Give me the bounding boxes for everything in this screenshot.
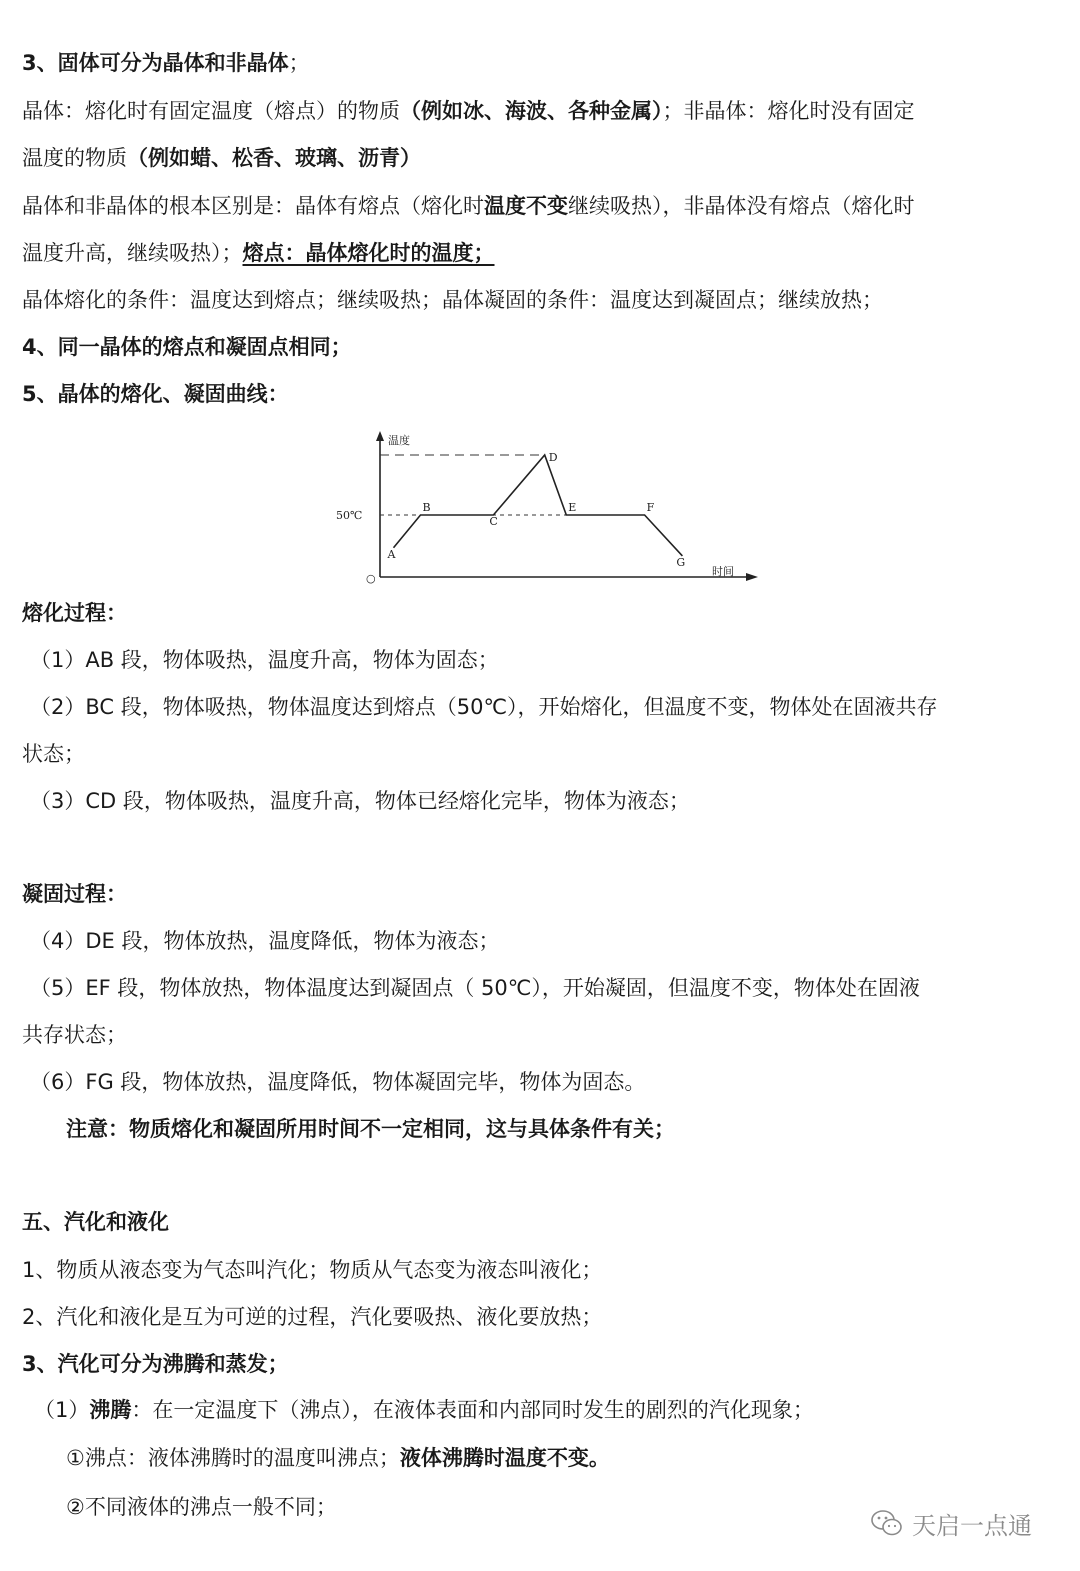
point-4-text: 4、同一晶体的熔点和凝固点相同；	[22, 335, 352, 359]
noncrystal-definition-end: 温度的物质	[22, 146, 127, 170]
point-5-text: 5、晶体的熔化、凝固曲线：	[22, 382, 289, 406]
melting-item-1: （1）AB 段，物体吸热，温度升高，物体为固态；	[30, 648, 499, 672]
melting-curve-chart	[330, 425, 770, 595]
melting-title	[22, 598, 1070, 628]
boiling-point-emphasis: 液体沸腾时温度不变。	[399, 1446, 610, 1470]
y-axis-arrow	[376, 431, 384, 441]
solidifying-item-5-cont: 共存状态；	[22, 1023, 127, 1047]
difference-line-2	[22, 238, 1070, 268]
difference-text-c: 继续吸热），非晶体没有熔点（熔化时	[568, 194, 915, 218]
point-3-text: 3、固体可分为晶体和非晶体	[22, 51, 289, 75]
point-3-heading	[22, 48, 1070, 78]
y-tick-label: 50℃	[336, 509, 363, 522]
section-5-line-3: 3、汽化可分为沸腾和蒸发；	[22, 1352, 289, 1376]
noncrystal-definition-start: ；非晶体：熔化时没有固定	[662, 99, 915, 123]
watermark	[870, 1503, 1032, 1543]
melting-point-definition: 熔点：晶体熔化时的温度；	[242, 241, 495, 265]
section-5-title: 五、汽化和液化	[22, 1210, 169, 1234]
noncrystal-examples: （例如蜡、松香、玻璃、沥青）	[127, 146, 421, 170]
boiling-number: （1）	[34, 1398, 90, 1422]
noncrystal-definition	[22, 143, 1070, 173]
note-line: 注意：物质熔化和凝固所用时间不一定相同，这与具体条件有关；	[66, 1117, 675, 1141]
chart-guides	[380, 455, 566, 515]
boiling-point-line	[66, 1443, 1070, 1473]
chart-series	[394, 455, 683, 556]
y-axis-label: 温度	[388, 434, 410, 447]
difference-text-d: 温度升高，继续吸热）；	[22, 241, 243, 265]
point-label-a: A	[387, 547, 396, 561]
boiling-term: 沸腾	[89, 1398, 132, 1422]
boiling-point-text: ①沸点：液体沸腾时的温度叫沸点；	[66, 1446, 400, 1470]
solidifying-title	[22, 879, 1070, 909]
solidifying-title-text: 凝固过程：	[22, 882, 127, 906]
point-label-b: B	[422, 501, 431, 514]
boiling-definition	[34, 1395, 1070, 1425]
chart-point-labels	[387, 451, 686, 569]
solidifying-item-5: （5）EF 段，物体放热，物体温度达到凝固点（ 50℃），开始凝固，但温度不变，物体处在固液	[30, 976, 920, 1000]
difference-line	[22, 191, 1070, 221]
point-label-d: D	[548, 450, 558, 464]
difference-text-a: 晶体和非晶体的根本区别是：晶体有熔点（熔化时	[22, 194, 484, 218]
point-label-e: E	[568, 501, 577, 514]
x-axis-arrow	[746, 573, 758, 581]
melting-item-2: （2）BC 段，物体吸热，物体温度达到熔点（50℃），开始熔化，但温度不变，物体处在固液共存	[30, 695, 938, 719]
point-label-c: C	[489, 515, 498, 528]
x-axis-label: 时间	[712, 565, 734, 578]
point-label-g: G	[676, 555, 686, 569]
wechat-icon	[870, 1508, 904, 1538]
solidifying-item-6: （6）FG 段，物体放热，温度降低，物体凝固完毕，物体为固态。	[30, 1070, 646, 1094]
difference-emphasis: 温度不变	[484, 194, 568, 218]
boiling-point-differs-line: ②不同液体的沸点一般不同；	[66, 1495, 337, 1519]
temperature-curve	[394, 455, 683, 556]
origin-label: ○	[366, 572, 376, 585]
conditions-line	[22, 285, 1070, 315]
point-3-end: ；	[288, 51, 310, 75]
watermark-text: 天启一点通	[912, 1511, 1032, 1540]
section-5-line-2: 2、汽化和液化是互为可逆的过程，汽化要吸热、液化要放热；	[22, 1305, 603, 1329]
point-label-f: F	[646, 501, 655, 514]
point-4-heading	[22, 332, 1070, 362]
crystal-definition-text: 晶体：熔化时有固定温度（熔点）的物质	[22, 99, 400, 123]
solidifying-item-4: （4）DE 段，物体放热，温度降低，物体为液态；	[30, 929, 500, 953]
section-5-line-1: 1、物质从液态变为气态叫汽化；物质从气态变为液态叫液化；	[22, 1258, 603, 1282]
melting-title-text: 熔化过程：	[22, 601, 127, 625]
conditions-text: 晶体熔化的条件：温度达到熔点；继续吸热；晶体凝固的条件：温度达到凝固点；继续放热；	[22, 288, 883, 312]
boiling-definition-text: ：在一定温度下（沸点），在液体表面和内部同时发生的剧烈的汽化现象；	[131, 1398, 814, 1422]
point-5-heading	[22, 379, 1070, 409]
melting-item-2-cont: 状态；	[22, 742, 85, 766]
crystal-definition	[22, 96, 1070, 126]
crystal-examples: （例如冰、海波、各种金属）	[400, 99, 663, 123]
melting-item-3: （3）CD 段，物体吸热，温度升高，物体已经熔化完毕，物体为液态；	[30, 789, 690, 813]
